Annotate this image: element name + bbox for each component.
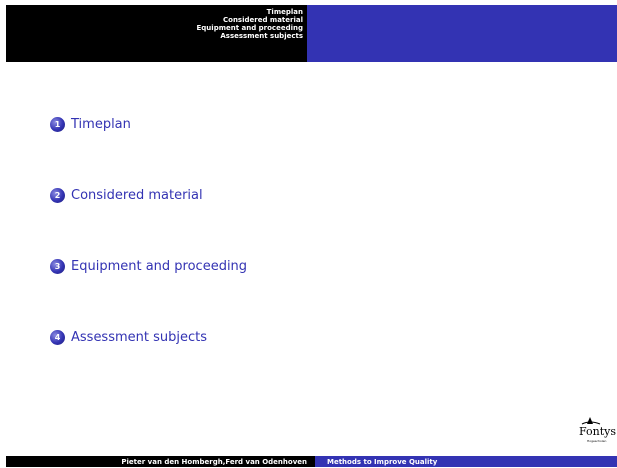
slide-frame bbox=[6, 5, 617, 467]
section-navigation bbox=[6, 5, 307, 62]
toc-item-timeplan[interactable] bbox=[50, 117, 131, 132]
toc-item-assessment-subjects[interactable] bbox=[50, 330, 207, 345]
headline-accent-bar bbox=[307, 5, 617, 62]
nav-item-equipment-and-proceeding[interactable]: Equipment and proceeding bbox=[196, 24, 303, 32]
toc-number-ball: 1 bbox=[50, 117, 65, 132]
footer-title: Methods to Improve Quality bbox=[315, 456, 617, 467]
logo-subtitle: Hogescholen bbox=[587, 439, 607, 443]
nav-item-timeplan[interactable]: Timeplan bbox=[266, 8, 303, 16]
toc-item-label: Equipment and proceeding bbox=[71, 259, 248, 274]
fontys-logo bbox=[576, 415, 617, 445]
toc-item-equipment-and-proceeding[interactable] bbox=[50, 259, 247, 274]
toc-item-label: Timeplan bbox=[71, 117, 131, 132]
toc-number-ball: 2 bbox=[50, 188, 65, 203]
nav-item-assessment-subjects[interactable]: Assessment subjects bbox=[220, 32, 303, 40]
nav-item-considered-material[interactable]: Considered material bbox=[223, 16, 303, 24]
logo-name: Fontys bbox=[579, 425, 617, 438]
toc-number-ball: 3 bbox=[50, 259, 65, 274]
headline bbox=[6, 5, 617, 62]
toc-item-label: Considered material bbox=[71, 188, 203, 203]
toc-item-label: Assessment subjects bbox=[71, 330, 208, 345]
footer-authors: Pieter van den Hombergh,Ferd van Odenhoven bbox=[6, 456, 315, 467]
toc-item-considered-material[interactable] bbox=[50, 188, 203, 203]
toc-number-ball: 4 bbox=[50, 330, 65, 345]
footline bbox=[6, 456, 617, 467]
